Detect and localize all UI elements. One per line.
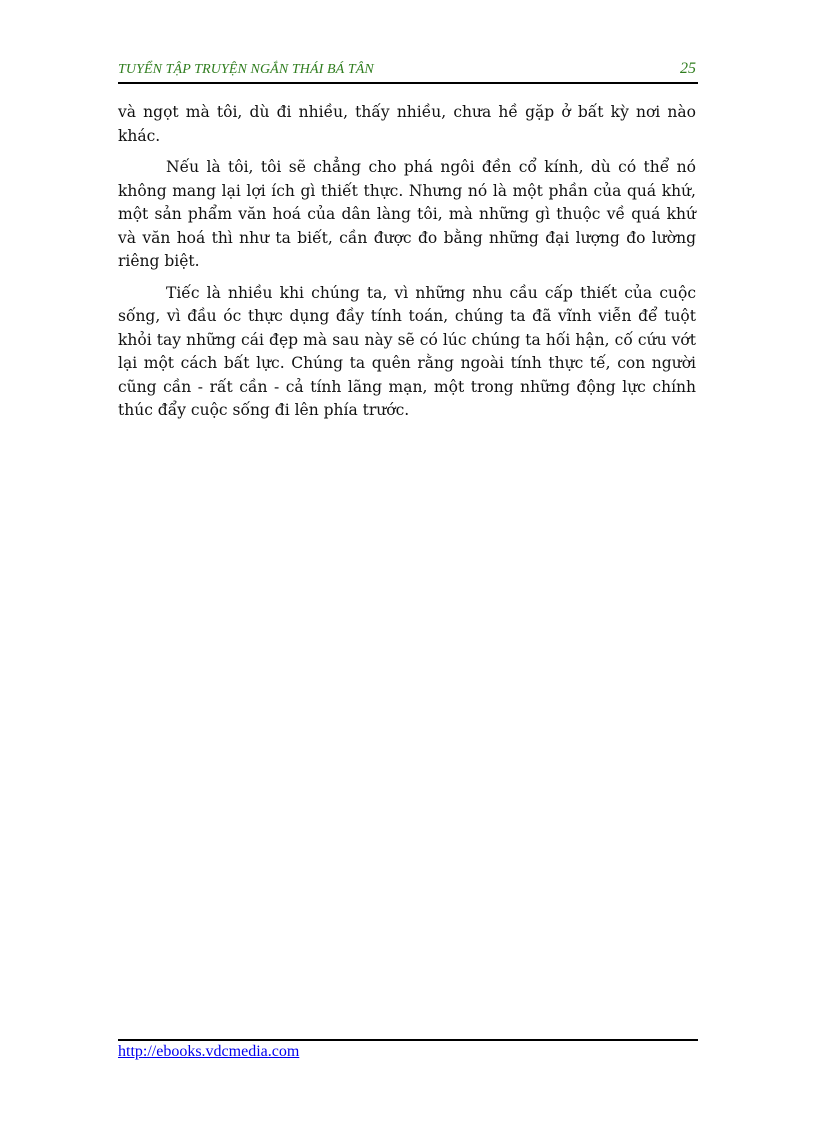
body-text <box>118 101 696 431</box>
header-divider <box>118 82 698 84</box>
book-title: TUYỂN TẬP TRUYỆN NGẮN THÁI BÁ TÂN <box>118 62 374 77</box>
footer-website-link[interactable]: http://ebooks.vdcmedia.com <box>118 1043 300 1060</box>
footer-divider <box>118 1039 698 1041</box>
paragraph-continuation: và ngọt mà tôi, dù đi nhiều, thấy nhiều, chưa hề gặp ở bất kỳ nơi nào khác. <box>118 103 696 145</box>
paragraph: Tiếc là nhiều khi chúng ta, vì những nhu cầu cấp thiết của cuộc sống, vì đầu óc thực dụng đầy tính toán, chúng ta đã vĩnh viễn để tuột khỏi tay những cái đẹp mà sau này sẽ có lúc chúng ta hối hận, cố cứu vớt lại một cách bất lực. Chúng ta quên rằng ngoài tính thực tế, con người cũng cần - rất cần - cả tính lãng mạn, một trong những động lực chính thúc đẩy cuộc sống đi lên phía trước. <box>118 283 696 419</box>
page-number: 25 <box>680 60 696 77</box>
paragraph: Nếu là tôi, tôi sẽ chẳng cho phá ngôi đền cổ kính, dù có thể nó không mang lại lợi ích gì thiết thực. Nhưng nó là một phần của quá khứ, một sản phẩm văn hoá của dân làng tôi, mà những gì thuộc về quá khứ và văn hoá thì như ta biết, cần được đo bằng những đại lượng đo lường riêng biệt. <box>118 158 696 270</box>
running-header <box>118 62 698 82</box>
